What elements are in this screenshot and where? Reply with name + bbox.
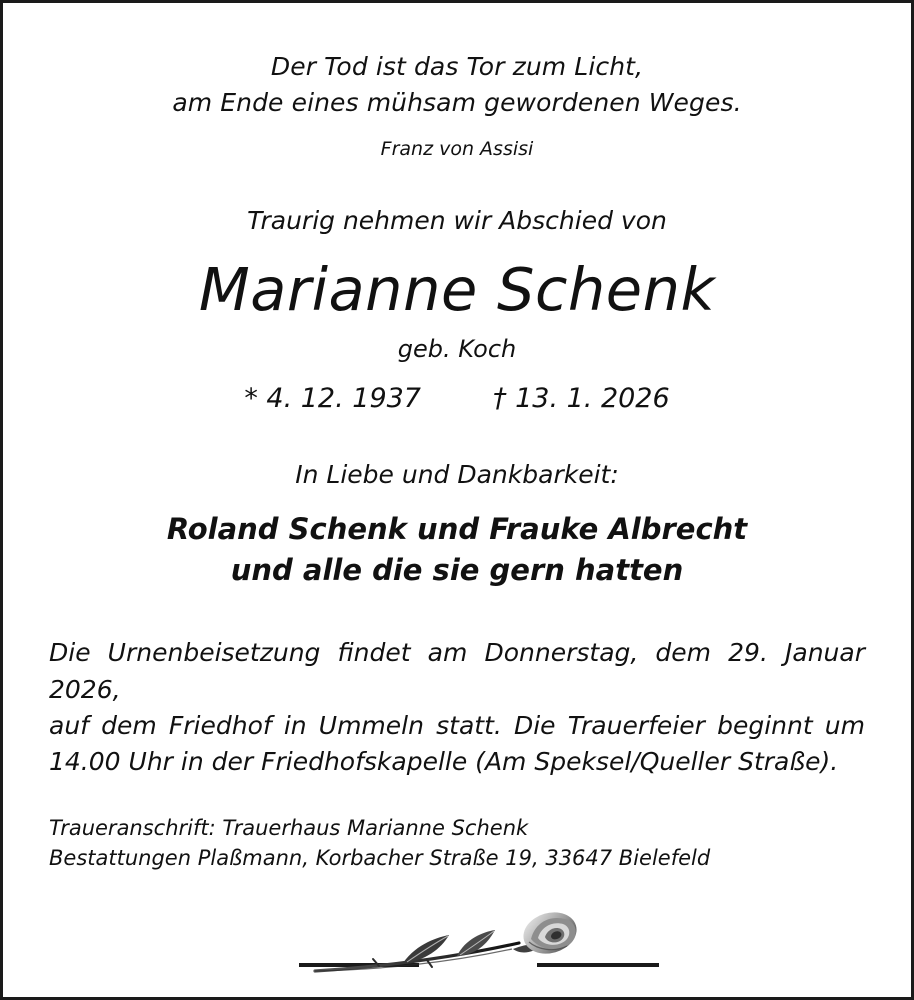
rose-icon: [307, 909, 607, 979]
funeral-details-line-1: Die Urnenbeisetzung findet am Donnerstag, dem 29. Januar 2026,: [49, 638, 865, 704]
mourning-address-line-2: Bestattungen Plaßmann, Korbacher Straße 19, 33647 Bielefeld: [49, 846, 711, 871]
death-date: † 13. 1. 2026: [493, 382, 670, 414]
family-line-2: und alle die sie gern hatten: [230, 553, 684, 588]
quote-line-2: am Ende eines mühsam gewordenen Weges.: [172, 87, 742, 117]
dedication-text: In Liebe und Dankbarkeit:: [295, 459, 619, 489]
funeral-details-line-3: 14.00 Uhr in der Friedhofskapelle (Am Speksel/Queller Straße).: [49, 747, 839, 777]
footer-ornament: [3, 905, 911, 975]
family-block: [43, 509, 871, 591]
family-line-1: Roland Schenk und Frauke Albrecht: [166, 511, 748, 546]
life-dates: [43, 383, 871, 414]
intro-text: Traurig nehmen wir Abschied von: [247, 206, 667, 235]
mourning-address-line-1: Traueranschrift: Trauerhaus Marianne Schenk: [49, 816, 529, 841]
quote-author: Franz von Assisi: [380, 138, 534, 160]
birth-date: * 4. 12. 1937: [244, 382, 421, 414]
deceased-maiden-name: geb. Koch: [397, 334, 517, 363]
mourning-address: [43, 814, 871, 874]
quote-line-1: Der Tod ist das Tor zum Licht,: [270, 52, 644, 81]
deceased-name: Marianne Schenk: [198, 255, 716, 324]
funeral-details: [43, 635, 871, 780]
quote-block: [43, 49, 871, 120]
funeral-details-line-2: auf dem Friedhof in Ummeln statt. Die Trauerfeier beginnt um: [49, 710, 865, 740]
